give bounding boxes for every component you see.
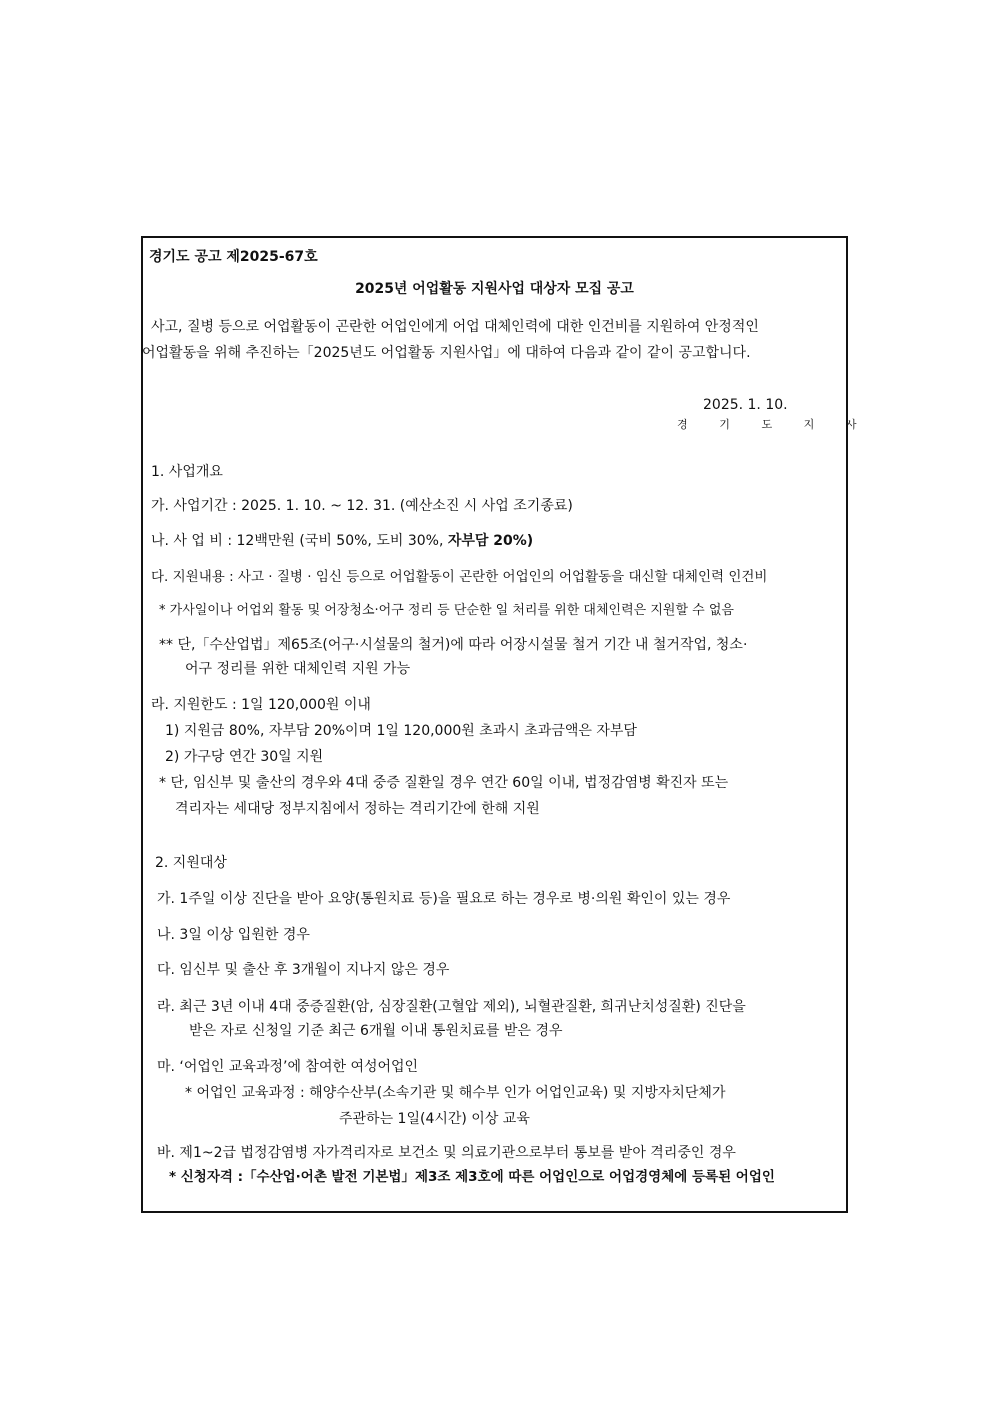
business-budget [151,532,533,550]
target-item-ga: 가. 1주일 이상 진단을 받아 요양(통원치료 등)을 필요로 하는 경우로 병·의원 확인이 있는 경우 [157,891,731,907]
target-item-ma: 마. ‘어업인 교육과정’에 참여한 여성어업인 [157,1059,419,1075]
target-item-na: 나. 3일 이상 입원한 경우 [157,927,310,943]
support-limit-1: 1) 지원금 80%, 자부담 20%이며 1일 120,000원 초과시 초과금액은 자부담 [165,723,637,739]
section2-heading: 2. 지원대상 [155,855,227,871]
budget-self-pay: 자부담 20%) [447,533,534,549]
support-note-1: * 가사일이나 어업외 활동 및 어장청소·어구 정리 등 단순한 일 처리를 위한 대체인력은 지원할 수 없음 [159,603,734,618]
budget-text: 나. 사 업 비 : 12백만원 (국비 50%, 도비 30%, [151,533,448,549]
support-limit-2: 2) 가구당 연간 30일 지원 [165,749,324,765]
support-limit-note-line-1: * 단, 임신부 및 출산의 경우와 4대 중증 질환일 경우 연간 60일 이내, 법정감염병 확진자 또는 [159,775,729,791]
target-item-ra-line-2: 받은 자로 신청일 기준 최근 6개월 이내 통원치료를 받은 경우 [189,1023,563,1039]
intro-line-1: 사고, 질병 등으로 어업활동이 곤란한 어업인에게 어업 대체인력에 대한 인건비를 지원하여 안정적인 [151,319,759,335]
business-period: 가. 사업기간 : 2025. 1. 10. ~ 12. 31. (예산소진 시 사업 조기종료) [151,498,573,514]
support-note-2-line-1: ** 단,「수산업법」제65조(어구·시설물의 철거)에 따라 어장시설물 철거 기간 내 철거작업, 청소· [159,637,748,653]
section1-heading: 1. 사업개요 [151,464,223,480]
eligibility-note: * 신청자격 :「수산업·어촌 발전 기본법」제3조 제3호에 따른 어업인으로 어업경영체에 등록된 어업인 [169,1169,775,1185]
target-item-ma-note-line-2: 주관하는 1일(4시간) 이상 교육 [339,1111,530,1127]
notice-document [141,236,871,1213]
support-note-2-line-2: 어구 정리를 위한 대체인력 지원 가능 [185,661,411,677]
target-item-ma-note-line-1: * 어업인 교육과정 : 해양수산부(소속기관 및 해수부 인가 어업인교육) 및 지방자치단체가 [185,1085,726,1101]
target-item-ra-line-1: 라. 최근 3년 이내 4대 중증질환(암, 심장질환(고혈압 제외), 뇌혈관질환, 희귀난치성질환) 진단을 [157,999,746,1015]
notice-title: 2025년 어업활동 지원사업 대상자 모집 공고 [355,281,634,297]
notice-number: 경기도 공고 제2025-67호 [149,249,318,265]
notice-date: 2025. 1. 10. [703,397,788,413]
support-limit-note-line-2: 격리자는 세대당 정부지침에서 정하는 격리기간에 한해 지원 [175,801,540,817]
support-content: 다. 지원내용 : 사고 · 질병 · 임신 등으로 어업활동이 곤란한 어업인의 어업활동을 대신할 대체인력 인건비 [151,569,768,585]
notice-issuer: 경 기 도 지 사 [677,418,871,431]
target-item-da: 다. 임신부 및 출산 후 3개월이 지나지 않은 경우 [157,962,450,978]
support-limit: 라. 지원한도 : 1일 120,000원 이내 [151,697,371,713]
intro-line-2: 어업활동을 위해 추진하는「2025년도 어업활동 지원사업」에 대하여 다음과 같이 같이 공고합니다. [142,345,751,361]
target-item-ba: 바. 제1~2급 법정감염병 자가격리자로 보건소 및 의료기관으로부터 통보를 받아 격리중인 경우 [157,1145,736,1161]
